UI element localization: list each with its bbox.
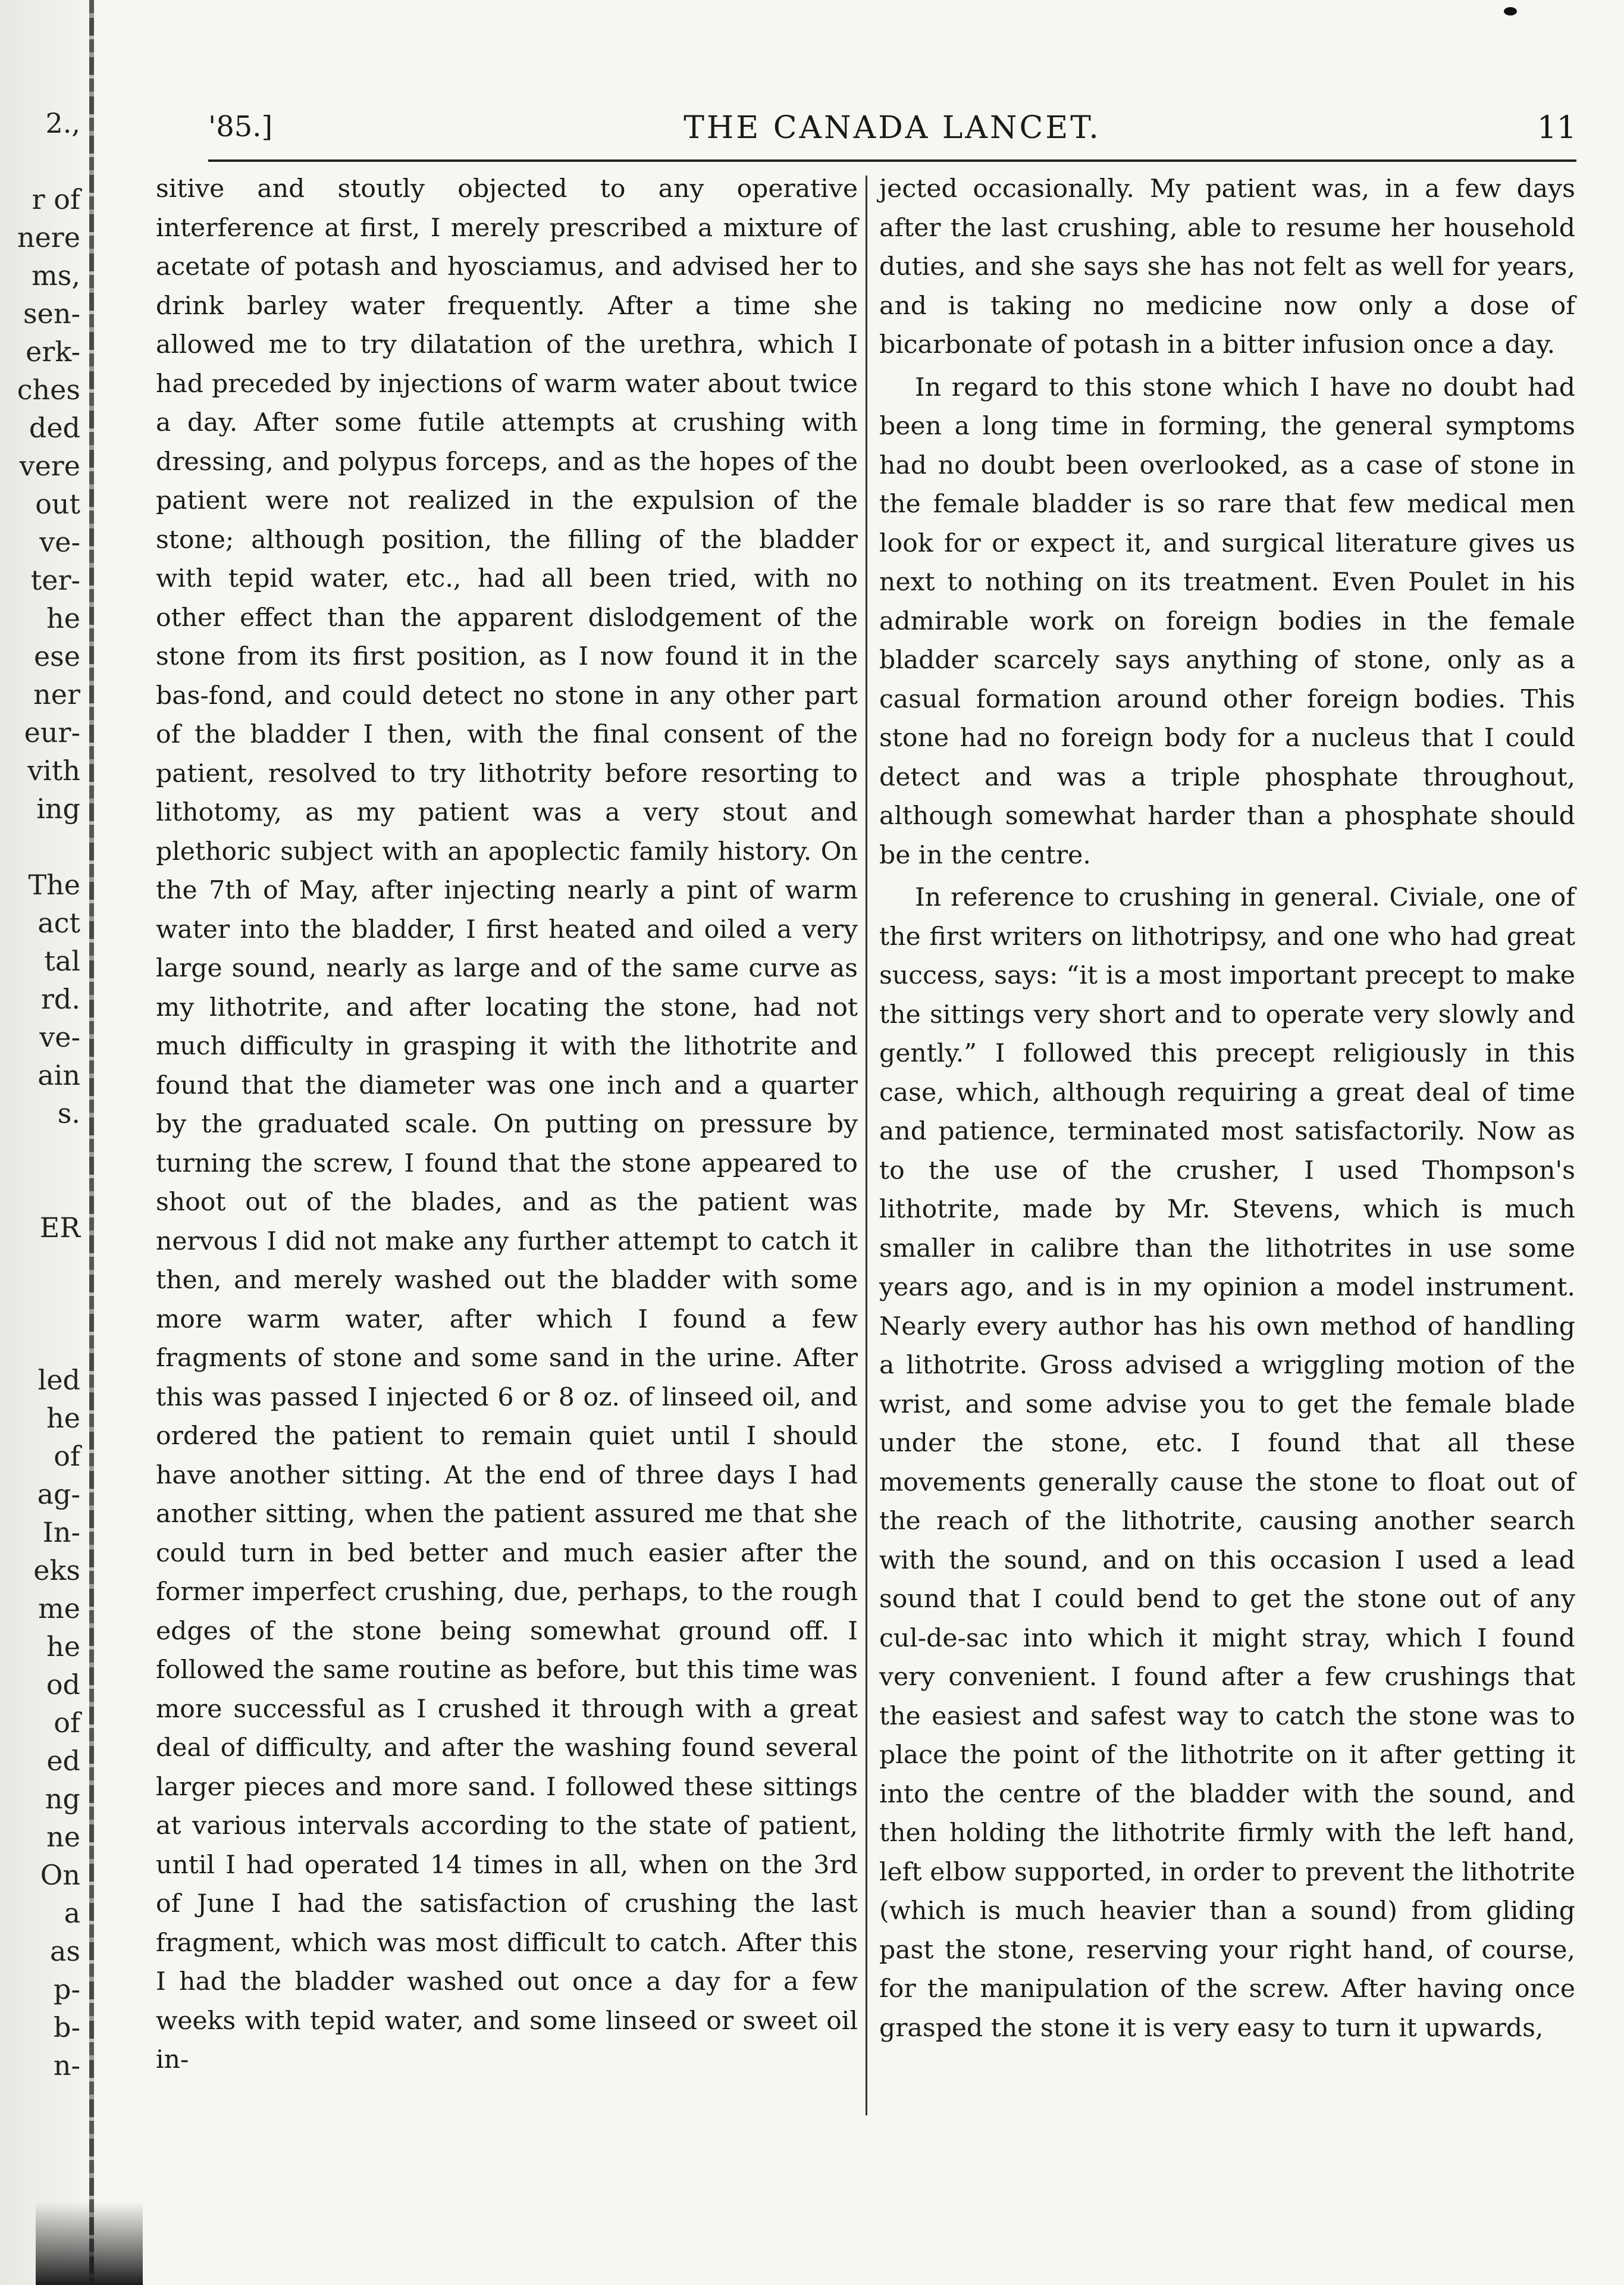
- previous-page-fragment: [0, 1285, 80, 1323]
- journal-title: THE CANADA LANCET.: [684, 110, 1101, 146]
- previous-page-fragment: ing: [36, 793, 80, 825]
- previous-page-fragment: In-: [42, 1516, 80, 1548]
- running-header: [208, 110, 1576, 158]
- column-divider: [866, 176, 867, 2115]
- volume-marker: '85.]: [208, 110, 273, 143]
- right-paragraph-1: jected occasionally. My patient was, in a few days after the last crushing, able to resume her household duties, and she says she has not felt as well for years, and is taking no medicine now only a dose of bicarbonate of potash in a bitter infusion once a day.: [879, 174, 1575, 359]
- header-rule: [208, 159, 1576, 162]
- previous-page-fragment: ed: [46, 1745, 80, 1777]
- previous-page-fragment: [0, 1132, 80, 1170]
- previous-page-fragment: od: [46, 1669, 80, 1701]
- previous-page-fragment: [0, 142, 80, 180]
- previous-page-fragment: ain: [37, 1059, 80, 1091]
- page-number: 11: [1537, 110, 1576, 146]
- previous-page-fragment: tal: [44, 945, 80, 977]
- previous-page-fragment: vere: [19, 450, 80, 482]
- previous-page-fragment: act: [37, 907, 80, 939]
- previous-page-fragment: ag-: [37, 1478, 80, 1510]
- previous-page-fragment: me: [38, 1592, 80, 1624]
- previous-page-fragment: ches: [17, 374, 80, 406]
- previous-page-fragment: The: [28, 869, 80, 901]
- previous-page-fragment: [0, 1170, 80, 1209]
- previous-page-fragment: ese: [33, 640, 80, 672]
- previous-page-fragment: of: [54, 1707, 80, 1739]
- previous-page-fragment: s.: [57, 1097, 80, 1129]
- previous-page-fragment: he: [46, 1402, 80, 1434]
- previous-page-fragment: p-: [54, 1973, 80, 2005]
- previous-page-fragment: n-: [53, 2049, 80, 2081]
- previous-page-fragment: On: [40, 1859, 80, 1891]
- previous-page-fragment: ms,: [32, 259, 80, 292]
- previous-page-fragment: nere: [17, 221, 80, 253]
- previous-page-fragment: he: [46, 1630, 80, 1663]
- previous-page-fragment: ne: [46, 1821, 80, 1853]
- left-column: [156, 170, 858, 2080]
- right-paragraph-2: In regard to this stone which I have no doubt had been a long time in forming, the general symptoms had no doubt been overlooked, as a case of stone in the female bladder is so rare that few medical men look for or expect it, and surgical literature gives us next to nothing on its treatment. Even Poulet in his admirable work on foreign bodies in the female bladder scarcely says anything of stone, only as a casual formation around other foreign bodies. This stone had no foreign body for a nucleus that I could detect and was a triple phosphate throughout, although somewhat harder than a phosphate should be in the centre.: [879, 373, 1575, 870]
- previous-page-edge-text: [0, 104, 80, 2084]
- previous-page-fragment: a: [64, 1897, 80, 1929]
- previous-page-fragment: ve-: [39, 1021, 80, 1053]
- previous-page-fragment: ded: [29, 412, 80, 444]
- previous-page-fragment: out: [35, 488, 80, 520]
- previous-page-fragment: r of: [32, 183, 80, 215]
- ink-speck: [1504, 7, 1517, 15]
- previous-page-fragment: ER: [39, 1212, 80, 1244]
- previous-page-fragment: sen-: [23, 298, 80, 330]
- right-column: [879, 170, 1575, 2048]
- previous-page-fragment: ve-: [39, 526, 80, 558]
- previous-page-fragment: 2.,: [45, 107, 80, 139]
- previous-page-fragment: of: [54, 1440, 80, 1472]
- binding-shadow-bottom: [36, 2202, 143, 2285]
- previous-page-fragment: [0, 1247, 80, 1285]
- previous-page-fragment: [0, 1323, 80, 1361]
- previous-page-fragment: [0, 828, 80, 866]
- previous-page-fragment: ner: [33, 678, 80, 710]
- previous-page-fragment: eur-: [24, 716, 80, 749]
- right-paragraph-3: In reference to crushing in general. Civiale, one of the first writers on lithotripsy, and one who had great success, says: “it is a most important precept to make the sittings very short and to operate very slowly and gently.” I followed this precept religiously in this case, which, although requiring a great deal of time and patience, terminated most satisfactorily. Now as to the use of the crusher, I used Thompson's lithotrite, made by Mr. Stevens, which is much smaller in calibre than the lithotrites in use some years ago, and is in my opinion a model instrument. Nearly every author has his own method of handling a lithotrite. Gross advised a wriggling motion of the wrist, and some advise you to get the female blade under the stone, etc. I found that all these movements generally cause the stone to float out of the reach of the lithotrite, causing another search with the sound, and on this occasion I used a lead sound that I could bend to get the stone out of any cul-de-sac into which it might stray, which I found very convenient. I found after a few crushings that the easiest and safest way to catch the stone was to place the point of the lithotrite on it after getting it into the centre of the bladder with the sound, and then holding the lithotrite firmly with the left hand, left elbow supported, in order to prevent the lithotrite (which is much heavier than a sound) from gliding past the stone, reserving your right hand, of course, for the manipulation of the screw. After having once grasped the stone it is very easy to turn it upwards,: [879, 883, 1575, 2043]
- previous-page-fragment: rd.: [40, 983, 80, 1015]
- previous-page-fragment: as: [49, 1935, 80, 1967]
- previous-page-fragment: ter-: [30, 564, 80, 596]
- previous-page-fragment: erk-: [26, 336, 80, 368]
- previous-page-fragment: led: [37, 1364, 80, 1396]
- previous-page-fragment: he: [46, 602, 80, 634]
- previous-page-fragment: vith: [27, 755, 80, 787]
- previous-page-fragment: b-: [54, 2011, 80, 2043]
- previous-page-fragment: ng: [45, 1783, 80, 1815]
- binding-edge: [89, 0, 94, 2285]
- left-paragraph-1: sitive and stoutly objected to any operative interference at first, I merely prescribed a mixture of acetate of potash and hyosciamus, and advised her to drink barley water frequently. After a time she allowed me to try dilatation of the urethra, which I had preceded by injections of warm water about twice a day. After some futile attempts at crushing with dressing, and polypus forceps, and as the hopes of the patient were not realized in the expulsion of the stone; although position, the filling of the bladder with tepid water, etc., had all been tried, with no other effect than the apparent dislodgement of the stone from its first position, as I now found it in the bas-fond, and could detect no stone in any other part of the bladder I then, with the final consent of the patient, resolved to try lithotrity before resorting to lithotomy, as my patient was a very stout and plethoric subject with an apoplectic family history. On the 7th of May, after injecting nearly a pint of warm water into the bladder, I first heated and oiled a very large sound, nearly as large and of the same curve as my lithotrite, and after locating the stone, had not much difficulty in grasping it with the lithotrite and found that the diameter was one inch and a quarter by the graduated scale. On putting on pressure by turning the screw, I found that the stone appeared to shoot out of the blades, and as the patient was nervous I did not make any further attempt to catch it then, and merely washed out the bladder with some more warm water, after which I found a few fragments of stone and some sand in the urine. After this was passed I injected 6 or 8 oz. of linseed oil, and ordered the patient to remain quiet until I should have another sitting. At the end of three days I had another sitting, when the patient assured me that she could turn in bed better and much easier after the former imperfect crushing, due, perhaps, to the rough edges of the stone being somewhat ground off. I followed the same routine as before, but this time was more successful as I crushed it through with a great deal of difficulty, and after the washing found several larger pieces and more sand. I followed these sittings at various intervals according to the state of patient, until I had operated 14 times in all, when on the 3rd of June I had the satisfaction of crushing the last fragment, which was most difficult to catch. After this I had the bladder washed out once a day for a few weeks with tepid water, and some linseed or sweet oil in-: [156, 174, 858, 2074]
- previous-page-fragment: eks: [33, 1554, 80, 1586]
